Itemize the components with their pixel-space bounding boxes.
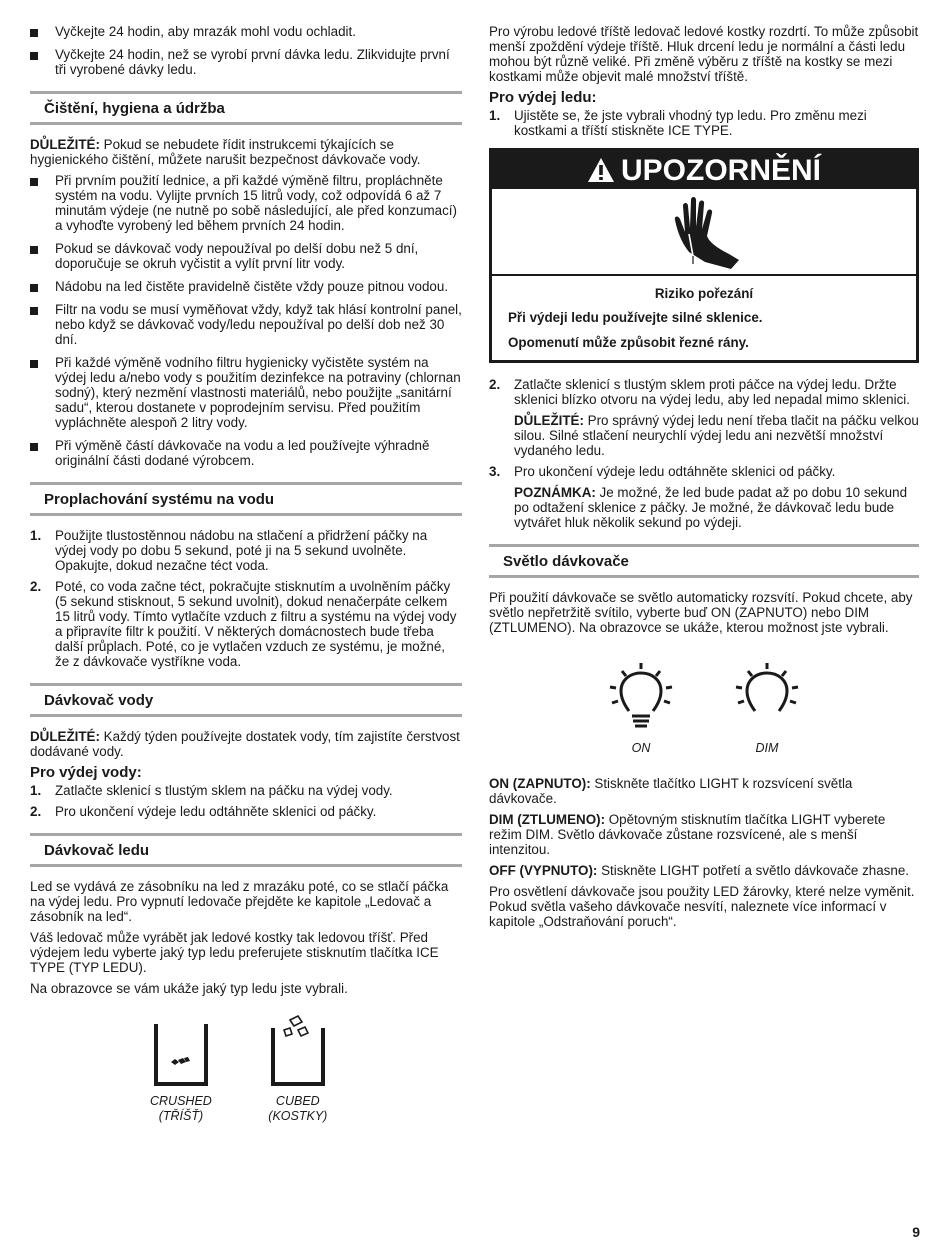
warning-body [492,276,916,360]
list-item: Vyčkejte 24 hodin, než se vyrobí první dávka ledu. Zlikvidujte první tři vyrobené dávky ledu. [30,47,462,77]
crushed-ice-block [150,1014,212,1124]
section-header [489,544,919,578]
warning-triangle-icon [587,157,615,183]
list-item: Při výměně částí dávkovače na vodu a led používejte výhradně originální části dodané výrobcem. [30,438,462,468]
paragraph: Při použití dávkovače se světlo automaticky rozsvítí. Pokud chcete, aby světlo nepřetržitě svítilo, vyberte buď ON (ZAPNUTO) nebo DIM (ZTLUMENO). Na obrazovce se ukáže, kterou možnost jste vybrali. [489,590,913,635]
cubed-ice-icon [268,1014,328,1094]
light-mode-icons [489,663,919,756]
cubed-ice-block [268,1014,328,1124]
right-column [489,24,919,935]
numbered-step: 1. Ujistěte se, že jste vybrali vhodný typ ledu. Pro změnu mezi kostkami a tříští stiskněte ICE TYPE. [489,108,867,138]
warning-box [489,148,919,363]
warning-pictogram [492,189,916,276]
paragraph: Led se vydává ze zásobníku na led z mrazáku poté, co se stlačí páčka na výdej ledu. Pro vypnutí ledovače přejděte ke kapitole „Ledovač a zásobník na led“. [30,879,449,924]
numbered-step: 3. Pro ukončení výdeje ledu odtáhněte sklenici od páčky. [489,464,836,479]
subheading: Pro výdej vody: [30,764,142,781]
warning-header [492,151,916,189]
page-number: 9 [912,1224,920,1240]
section-title: Dávkovač ledu [44,842,150,859]
dim-caption: DIM [755,741,779,755]
important-note: DŮLEŽITÉ: Pokud se nebudete řídit instrukcemi týkajících se hygienického čištění, můžete narušit bezpečnost dávkovače vody. [30,137,421,167]
section-header [30,683,462,717]
crushed-caption: CRUSHED (TŘÍŠŤ) [150,1094,212,1123]
section-title: Světlo dávkovače [503,553,629,570]
list-item: Vyčkejte 24 hodin, aby mrazák mohl vodu ochladit. [30,24,462,39]
light-dim-block [734,663,800,756]
numbered-step: 1. Zatlačte sklenicí s tlustým sklem na páčku na výdej vody. [30,783,393,798]
crushed-ice-icon [151,1014,211,1094]
paragraph: Pro osvětlení dávkovače jsou použity LED žárovky, které nelze vyměnit. Pokud světla vašeho dávkovače nesvítí, naleznete více informací v kapitole „Odstraňování poruch“. [489,884,915,929]
paragraph: DIM (ZTLUMENO): Opětovným stisknutím tlačítka LIGHT vyberete režim DIM. Světlo dávkovače zůstane rozsvícené, ale s menší intenzitou. [489,812,886,857]
numbered-step: 2. Poté, co voda začne téct, pokračujte stisknutím a uvolněním páčky (5 sekund stisknout, 5 sekund uvolnit), dokud nenačerpáte celkem 15 litrů vody. Tímto vytlačíte vzduch z filtru a systému na výdej vody a připravíte filtr k použití. V některých domácnostech bude třeba další průplach. Poté, co je vytlačen vzduch ze systému, je možné, že z dávkovače vystříkne voda. [30,579,457,669]
subheading: Pro výdej ledu: [489,89,597,106]
warning-line: Při výdeji ledu používejte silné sklenice. [508,310,763,325]
important-note: DŮLEŽITÉ: Pro správný výdej ledu není třeba tlačit na páčku velkou silou. Silné stlačení neurychlí výdej ledu ani nezvětší množství vydaného ledu. [514,413,919,458]
important-note: DŮLEŽITÉ: Každý týden používejte dostatek vody, tím zajistíte čerstvost dodávané vody. [30,729,460,759]
warning-title: UPOZORNĚNÍ [620,153,821,187]
list-item: Nádobu na led čistěte pravidelně čistěte vždy pouze pitnou vodou. [30,279,462,294]
bulb-dim-icon [734,663,800,733]
section-title: Čištění, hygiena a údržba [44,100,225,117]
section-title: Dávkovač vody [44,692,154,709]
paragraph: Na obrazovce se vám ukáže jaký typ ledu jste vybrali. [30,981,348,996]
list-item: Filtr na vodu se musí vyměňovat vždy, když tak hlásí kontrolní panel, nebo když se dávkovač vody/ledu nepoužíval po delší dob než 30 dní. [30,302,462,347]
on-caption: ON [631,741,651,755]
cubed-caption: CUBED (KOSTKY) [268,1094,328,1123]
section-header [30,91,462,125]
list-item: Pokud se dávkovač vody nepoužíval po delší dobu než 5 dní, doporučuje se okruh vyčistit a vylít první litr vody. [30,241,462,271]
section-title: Proplachování systému na vodu [44,491,275,508]
numbered-step: 2. Zatlačte sklenicí s tlustým sklem proti páčce na výdej ledu. Držte sklenici blízko otvoru na výdej ledu, aby led nepadal mimo sklenici. [489,377,910,407]
left-column [30,24,462,1124]
cut-hand-icon [659,194,749,269]
list-item: Při prvním použití lednice, a při každé výměně filtru, propláchněte systém na vodu. Vylijte prvních 15 litrů vody, což odpovídá 6 až 7 minutám výdeje (ne nutně po sobě následující, ale před konzumací) a vyhoďte vyrobený led během prvních 24 hodin. [30,173,462,233]
paragraph: Pro výrobu ledové tříště ledovač ledové kostky rozdrtí. To může způsobit menší zpoždění výdeje tříště. Hluk drcení ledu je normální a části ledu mohou být různě veliké. Při změně výběru z tříště na kostky se mezi kostkami může objevit malé množství tříště. [489,24,919,84]
bulb-on-icon [608,663,674,733]
list-item: Při každé výměně vodního filtru hygienicky vyčistěte systém na výdej ledu a/nebo vody s použitím dezinfekce na potraviny (chlornan sodný), který nezmění vlastnosti materiálů, nebo použijte „sanitární sadu“, kterou dostanete v poprodejním servisu. Před použitím vypláchněte alespoň 2 litry vody. [30,355,462,430]
numbered-step: 1. Použijte tlustostěnnou nádobu na stlačení a přidržení páčky na výdej vody po dobu 5 sekund, poté ji na 5 sekund uvolněte. Opakujte, dokud nezačne téct voda. [30,528,428,573]
paragraph: ON (ZAPNUTO): Stiskněte tlačítko LIGHT k rozsvícení světla dávkovače. [489,776,853,806]
warning-line: Opomenutí může způsobit řezné rány. [508,335,749,350]
note: POZNÁMKA: Je možné, že led bude padat až po dobu 10 sekund po odtažení sklenice z páčky. Je možné, že dávkovač ledu bude vytvářet hluk několik sekund po výdeji. [514,485,908,530]
ice-type-icons [30,1014,462,1124]
warning-line: Riziko pořezání [654,286,754,301]
paragraph: Váš ledovač může vyrábět jak ledové kostky tak ledovou tříšť. Před výdejem ledu vyberte jaký typ ledu preferujete stisknutím tlačítka ICE TYPE (TYP LEDU). [30,930,439,975]
section-header [30,833,462,867]
light-on-block [608,663,674,756]
section-header [30,482,462,516]
paragraph: OFF (VYPNUTO): Stiskněte LIGHT potřetí a světlo dávkovače zhasne. [489,863,909,878]
numbered-step: 2. Pro ukončení výdeje ledu odtáhněte sklenici od páčky. [30,804,377,819]
